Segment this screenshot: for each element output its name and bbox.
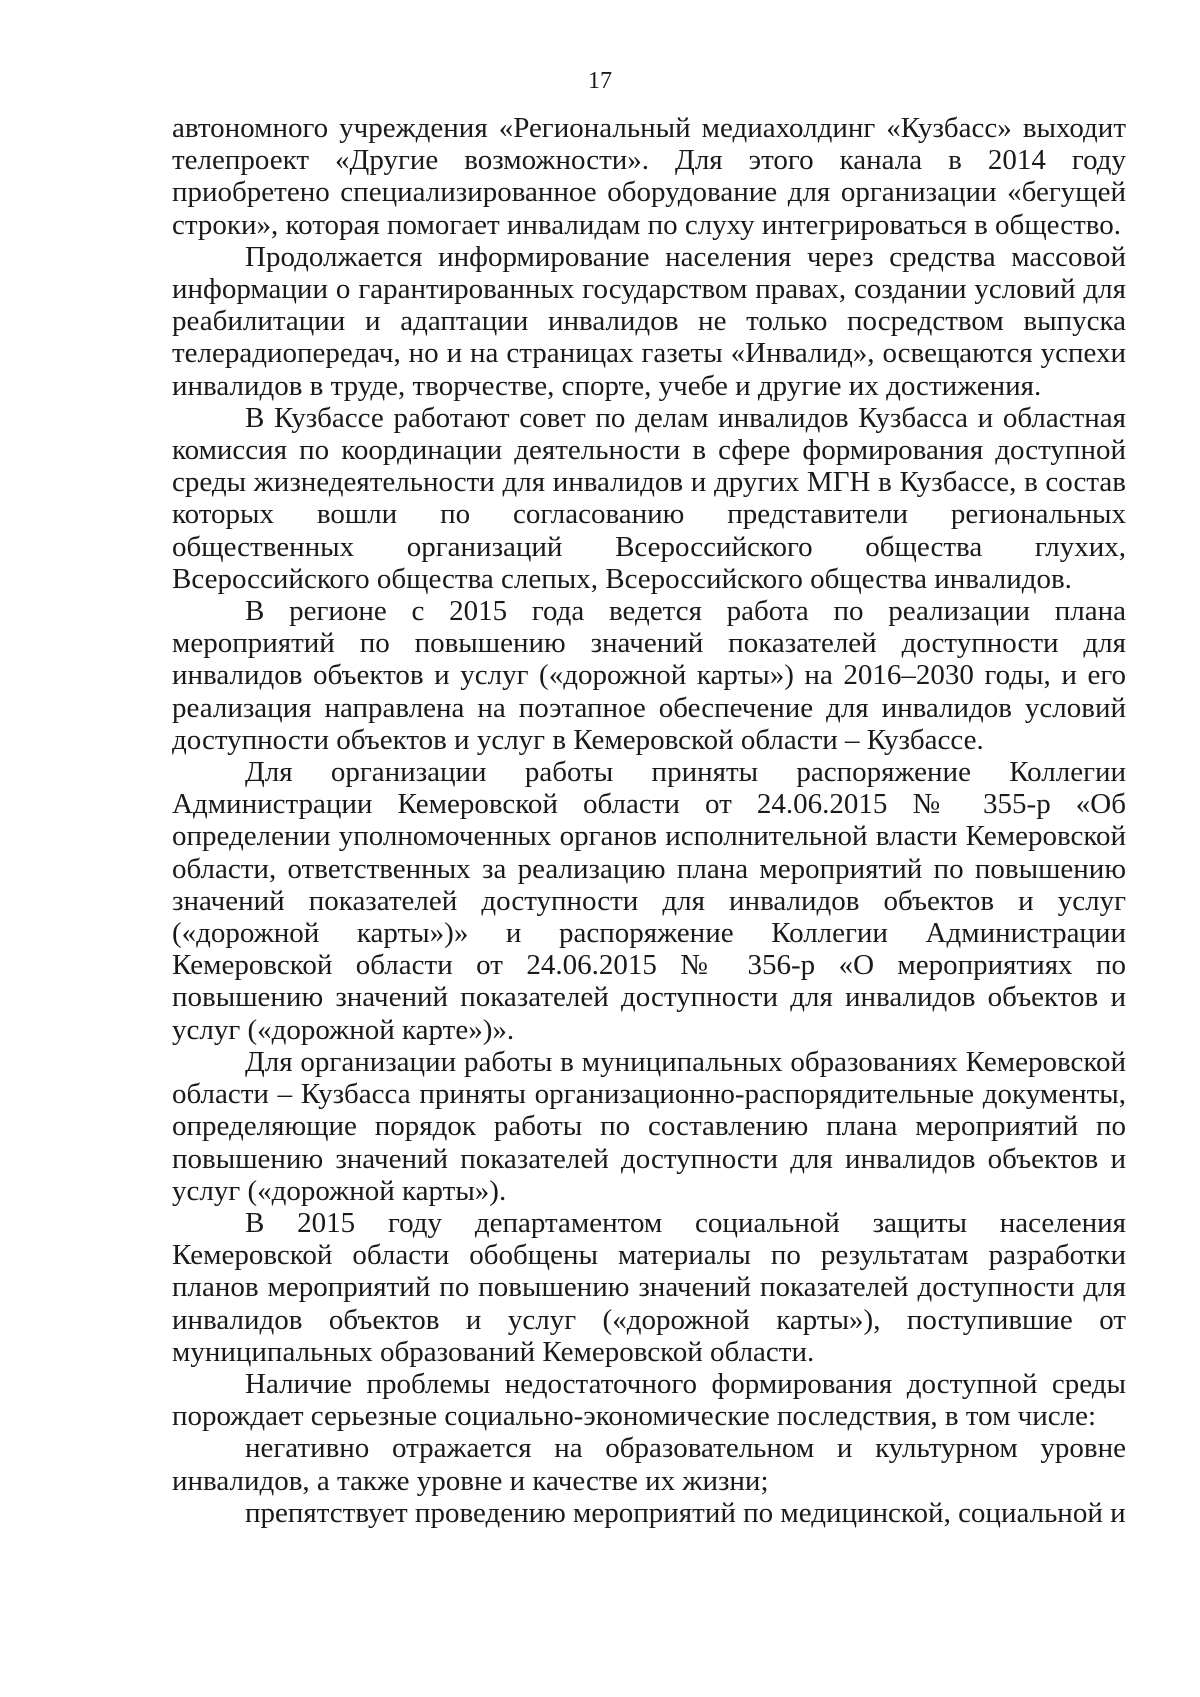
page-number: 17	[588, 68, 612, 94]
list-item: негативно отражается на образовательном и культурном уровне инвалидов, а также уровне и качестве их жизни;	[172, 1432, 1126, 1497]
paragraph: Продолжается информирование населения через средства массовой информации о гарантированных государством правах, создании условий для реабилитации и адаптации инвалидов не только посредством выпуска телерадиопередач, но и на страницах газеты «Инвалид», освещаются успехи инвалидов в труде, творчестве, спорте, учебе и другие их достижения.	[172, 240, 1126, 402]
paragraph-continuation: автономного учреждения «Региональный медиахолдинг «Кузбасс» выходит телепроект «Другие возможности». Для этого канала в 2014 году приобретено специализированное оборудование для организации «бегущей строки», которая помогает инвалидам по слуху интегрироваться в общество.	[172, 112, 1126, 241]
document-body	[172, 112, 1126, 1529]
paragraph: В Кузбассе работают совет по делам инвалидов Кузбасса и областная комиссия по координации деятельности в сфере формирования доступной среды жизнедеятельности для инвалидов и других МГН в Кузбассе, в состав которых вошли по согласованию представители региональных общественных организаций Всероссийского общества глухих, Всероссийского общества слепых, Всероссийского общества инвалидов.	[172, 401, 1126, 595]
list-item: препятствует проведению мероприятий по медицинской, социальной и	[245, 1496, 1126, 1529]
paragraph: Наличие проблемы недостаточного формирования доступной среды порождает серьезные социально-экономические последствия, в том числе:	[172, 1367, 1126, 1433]
paragraph: Для организации работы приняты распоряжение Коллегии Администрации Кемеровской области от 24.06.2015 № 355-р «Об определении уполномоченных органов исполнительной власти Кемеровской области, ответственных за реализацию плана мероприятий по повышению значений показателей доступности для инвалидов объектов и услуг («дорожной карты»)» и распоряжение Коллегии Администрации Кемеровской области от 24.06.2015 № 356-р «О мероприятиях по повышению значений показателей доступности для инвалидов объектов и услуг («дорожной карте»)».	[172, 756, 1126, 1046]
paragraph: Для организации работы в муниципальных образованиях Кемеровской области – Кузбасса приняты организационно-распорядительные документы, определяющие порядок работы по составлению плана мероприятий по повышению значений показателей доступности для инвалидов объектов и услуг («дорожной карты»).	[172, 1045, 1126, 1207]
paragraph: В регионе с 2015 года ведется работа по реализации плана мероприятий по повышению значений показателей доступности для инвалидов объектов и услуг («дорожной карты») на 2016–2030 годы, и его реализация направлена на поэтапное обеспечение для инвалидов условий доступности объектов и услуг в Кемеровской области – Кузбассе.	[172, 595, 1126, 756]
paragraph: В 2015 году департаментом социальной защиты населения Кемеровской области обобщены материалы по результатам разработки планов мероприятий по повышению значений показателей доступности для инвалидов объектов и услуг («дорожной карты»), поступившие от муниципальных образований Кемеровской области.	[172, 1206, 1126, 1368]
